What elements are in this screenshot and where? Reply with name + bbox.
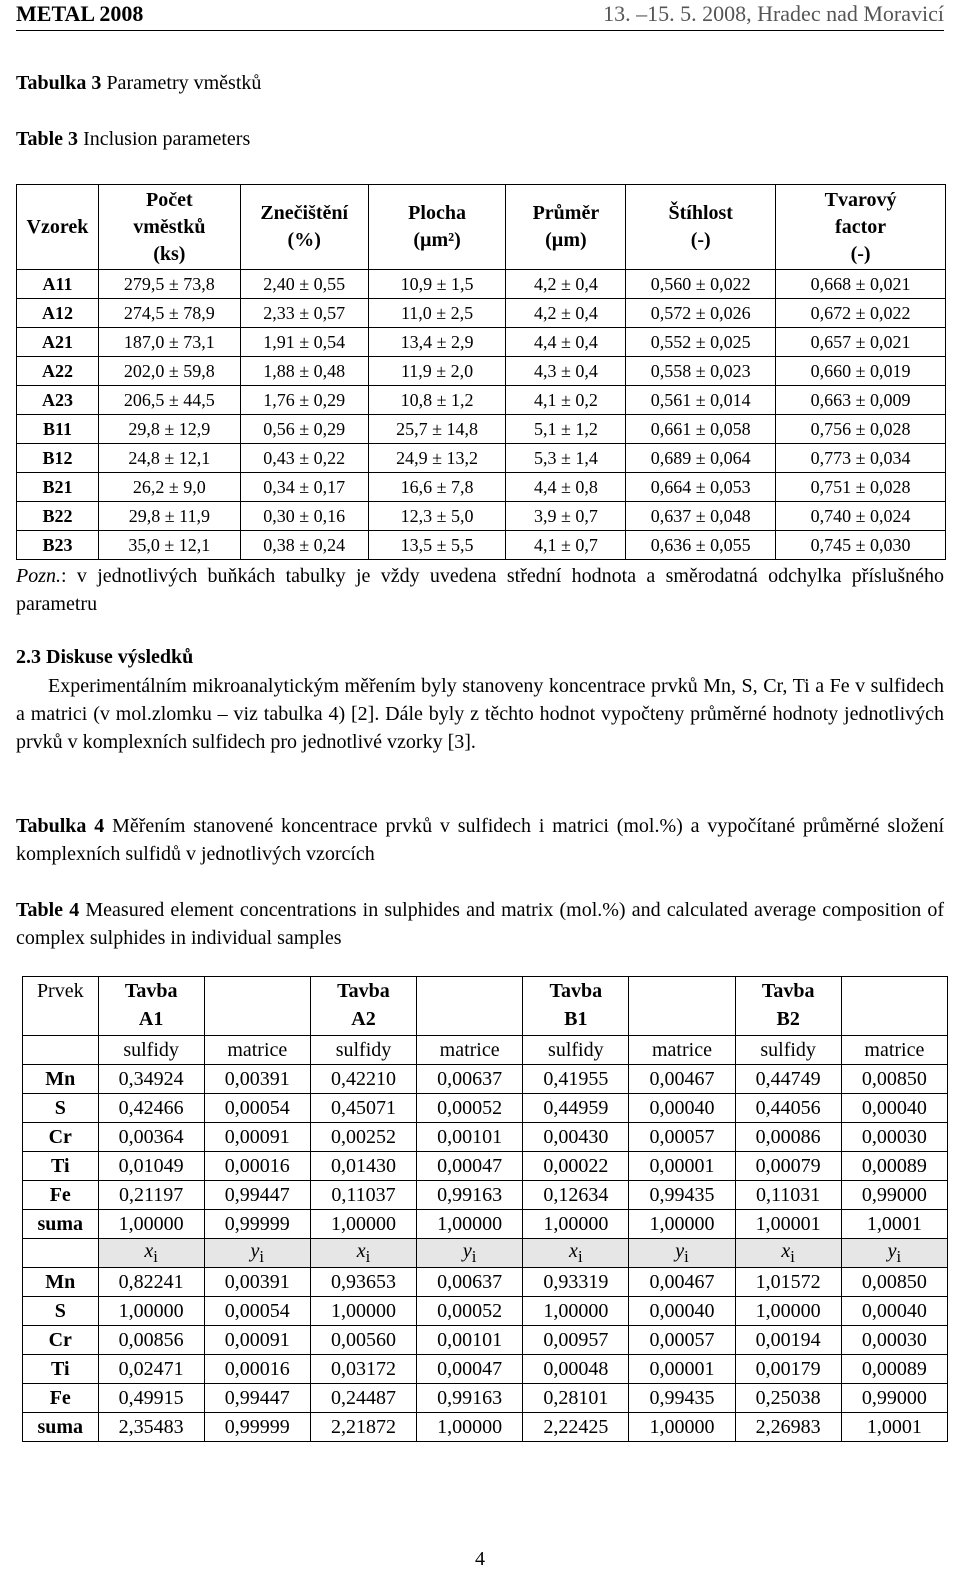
variable-cell [204,1239,310,1268]
element-label: Ti [23,1152,99,1181]
subheader-cell: sulfidy [735,1036,841,1065]
element-label: suma [23,1413,99,1442]
table-cell: 10,9 ± 1,5 [368,270,506,299]
variable-cell [629,1239,735,1268]
table-cell: 0,41955 [523,1065,629,1094]
header-line: factor [835,215,887,238]
table-cell: 4,4 ± 0,8 [506,473,626,502]
table-cell: 1,00000 [735,1297,841,1326]
table-cell: 0,00052 [417,1094,523,1123]
table-cell: 0,93319 [523,1268,629,1297]
table-cell: 0,00091 [204,1123,310,1152]
table-cell: 0,00560 [310,1326,416,1355]
table-cell: 0,99000 [841,1384,947,1413]
variable-subscript: i [471,1246,477,1266]
variable-subscript: i [790,1246,795,1266]
table4-caption-en: Table 4 Measured element concentrations in sulphides and matrix (mol.%) and calculated average composition of complex sulphides in individual samples [16,899,945,949]
table-cell: 0,82241 [98,1268,204,1297]
table-cell: 1,0001 [841,1210,947,1239]
header-line: (%) [287,229,321,251]
header-line: Tavba [549,980,603,1002]
table-cell: 4,3 ± 0,4 [506,357,626,386]
variable-symbol: x [569,1239,578,1262]
table-cell: 0,00047 [417,1152,523,1181]
table-cell: 5,1 ± 1,2 [506,415,626,444]
table-row [17,473,946,502]
table-row [23,1355,948,1384]
table-cell: 0,34 ± 0,17 [240,473,368,502]
table-cell: 0,00057 [629,1123,735,1152]
table-cell: 206,5 ± 44,5 [98,386,240,415]
table-cell: 0,751 ± 0,028 [776,473,946,502]
table-cell: 12,3 ± 5,0 [368,502,506,531]
table-cell: 0,663 ± 0,009 [776,386,946,415]
variable-symbol: y [250,1239,260,1262]
table-cell: 0,24487 [310,1384,416,1413]
table-cell: 0,00091 [204,1326,310,1355]
table-cell: 0,560 ± 0,022 [626,270,776,299]
table-cell: 0,99163 [417,1384,523,1413]
table-cell: 0,00057 [629,1326,735,1355]
table3-caption-cz: Tabulka 3 Parametry vměstků [16,72,262,94]
table-cell: 0,00030 [841,1326,947,1355]
table4-corner-label: Prvek [23,977,99,1036]
melt-header [735,977,841,1036]
table-cell: 0,03172 [310,1355,416,1384]
table-cell: 0,00637 [417,1268,523,1297]
table-cell: 2,21872 [310,1413,416,1442]
variable-cell [523,1239,629,1268]
empty-cell [23,1036,99,1065]
table-row [23,1065,948,1094]
table4-melt-header-row [23,977,948,1036]
table3-inclusion-parameters [16,184,946,560]
table-cell: 1,00000 [417,1413,523,1442]
table-row [23,1268,948,1297]
sample-id: B23 [17,531,99,560]
empty-cell [417,977,523,1036]
header-line: Tavba [124,980,178,1002]
sample-id: A23 [17,386,99,415]
variable-symbol: y [462,1239,472,1262]
table-cell: 0,636 ± 0,055 [626,531,776,560]
table-cell: 0,42466 [98,1094,204,1123]
table-cell: 0,49915 [98,1384,204,1413]
variable-subscript: i [259,1246,265,1266]
table-cell: 1,00000 [310,1297,416,1326]
header-line: A1 [138,1008,164,1030]
table-row [17,270,946,299]
conference-name: METAL 2008 [16,1,144,26]
table-cell: 0,00030 [841,1123,947,1152]
table3-column-header [776,185,946,270]
table3-caption-en: Table 3 Inclusion parameters [16,128,251,150]
table-cell: 29,8 ± 12,9 [98,415,240,444]
table-cell: 0,00179 [735,1355,841,1384]
table-cell: 0,00040 [841,1297,947,1326]
header-line: Počet [146,188,193,211]
table-cell: 2,35483 [98,1413,204,1442]
section-heading: 2.3 Diskuse výsledků [16,646,194,668]
variable-symbol: x [781,1239,791,1262]
element-label: suma [23,1210,99,1239]
table4-element-concentrations [22,976,948,1442]
table-cell: 0,00252 [310,1123,416,1152]
element-label: Mn [23,1268,99,1297]
table-cell: 4,2 ± 0,4 [506,270,626,299]
sample-id: A22 [17,357,99,386]
table-cell: 0,02471 [98,1355,204,1384]
table-cell: 0,00054 [204,1094,310,1123]
header-line: (µm) [545,229,587,251]
variable-subscript: i [896,1246,902,1266]
table-cell: 1,00000 [98,1210,204,1239]
subheader-cell: matrice [417,1036,523,1065]
table-cell: 0,43 ± 0,22 [240,444,368,473]
table-cell: 0,00048 [523,1355,629,1384]
table-cell: 2,26983 [735,1413,841,1442]
table-row [23,1210,948,1239]
variable-cell [841,1239,947,1268]
variable-subscript: i [684,1246,689,1266]
table-cell: 0,99000 [841,1181,947,1210]
table-cell: 0,657 ± 0,021 [776,328,946,357]
table-row [17,444,946,473]
table3-column-header [368,185,506,270]
element-label: Cr [23,1123,99,1152]
table-row [17,502,946,531]
table-cell: 13,5 ± 5,5 [368,531,506,560]
variable-cell [735,1239,841,1268]
table-cell: 0,99435 [629,1384,735,1413]
table-cell: 0,99999 [204,1210,310,1239]
table-cell: 0,00430 [523,1123,629,1152]
table-cell: 0,00016 [204,1355,310,1384]
empty-cell [204,977,310,1036]
table-cell: 0,00467 [629,1268,735,1297]
table-cell: 35,0 ± 12,1 [98,531,240,560]
table-cell: 0,00001 [629,1152,735,1181]
subheader-cell: matrice [204,1036,310,1065]
table-cell: 0,93653 [310,1268,416,1297]
table-cell: 1,76 ± 0,29 [240,386,368,415]
header-line: Tavba [761,980,815,1002]
table-cell: 1,00000 [310,1210,416,1239]
table-cell: 0,740 ± 0,024 [776,502,946,531]
table3-column-header [506,185,626,270]
table3-body [17,270,946,560]
table-cell: 0,99447 [204,1181,310,1210]
table-cell: 5,3 ± 1,4 [506,444,626,473]
table-cell: 0,21197 [98,1181,204,1210]
table-cell: 29,8 ± 11,9 [98,502,240,531]
table-cell: 4,1 ± 0,2 [506,386,626,415]
header-line: A2 [351,1008,376,1030]
subheader-cell: sulfidy [523,1036,629,1065]
table-cell: 0,00052 [417,1297,523,1326]
table3-note: Pozn.: v jednotlivých buňkách tabulky je vždy uvedena střední hodnota a směrodatná odchylka příslušného parametru [16,565,944,615]
table-cell: 0,00016 [204,1152,310,1181]
header-line: (-) [850,242,871,265]
table-cell: 1,00000 [98,1297,204,1326]
header-line: Tvarový [824,188,897,211]
melt-header [523,977,629,1036]
table-cell: 0,00194 [735,1326,841,1355]
table-row [17,357,946,386]
table3-header-row [17,185,946,270]
header-line: (ks) [153,242,186,265]
table-cell: 0,572 ± 0,026 [626,299,776,328]
table-cell: 24,8 ± 12,1 [98,444,240,473]
table-cell: 1,00000 [523,1210,629,1239]
variable-symbol: x [356,1239,366,1262]
table-cell: 0,00391 [204,1065,310,1094]
table4-body [23,977,948,1442]
table-cell: 0,00040 [841,1094,947,1123]
table-cell: 0,689 ± 0,064 [626,444,776,473]
table-cell: 0,561 ± 0,014 [626,386,776,415]
table-cell: 0,38 ± 0,24 [240,531,368,560]
table-cell: 0,00089 [841,1152,947,1181]
table-cell: 0,637 ± 0,048 [626,502,776,531]
table-cell: 0,99999 [204,1413,310,1442]
sample-id: A12 [17,299,99,328]
melt-header [310,977,416,1036]
element-label: S [23,1297,99,1326]
table3-column-header [240,185,368,270]
table4-subheader-row [23,1036,948,1065]
table-cell: 26,2 ± 9,0 [98,473,240,502]
table-cell: 0,00079 [735,1152,841,1181]
table-row [23,1152,948,1181]
sample-id: B12 [17,444,99,473]
table-cell: 0,99435 [629,1181,735,1210]
table-cell: 0,00089 [841,1355,947,1384]
table-cell: 3,9 ± 0,7 [506,502,626,531]
table-cell: 1,91 ± 0,54 [240,328,368,357]
variable-symbol: y [675,1239,685,1262]
table-cell: 0,56 ± 0,29 [240,415,368,444]
conference-date-place: 13. –15. 5. 2008, Hradec nad Moravicí [603,1,944,26]
table-cell: 1,00000 [417,1210,523,1239]
sample-id: B11 [17,415,99,444]
table3-column-header [98,185,240,270]
table-cell: 1,00000 [523,1297,629,1326]
table-row [23,1123,948,1152]
header-line: Plocha [408,202,466,224]
element-label: S [23,1094,99,1123]
table-row [17,531,946,560]
table3-column-header [17,185,99,270]
table-cell: 187,0 ± 73,1 [98,328,240,357]
variable-subscript: i [153,1246,158,1266]
page-number: 4 [475,1548,485,1570]
table-cell: 0,11031 [735,1181,841,1210]
table-cell: 0,00364 [98,1123,204,1152]
table-cell: 2,22425 [523,1413,629,1442]
table-cell: 0,00467 [629,1065,735,1094]
table-cell: 11,9 ± 2,0 [368,357,506,386]
table-cell: 0,44749 [735,1065,841,1094]
table-cell: 279,5 ± 73,8 [98,270,240,299]
table-cell: 0,00637 [417,1065,523,1094]
table4-variables-row [23,1239,948,1268]
table-cell: 0,00391 [204,1268,310,1297]
table-cell: 1,88 ± 0,48 [240,357,368,386]
table-cell: 0,00850 [841,1268,947,1297]
table-cell: 274,5 ± 78,9 [98,299,240,328]
table-cell: 0,00101 [417,1123,523,1152]
table-cell: 0,42210 [310,1065,416,1094]
melt-header [98,977,204,1036]
subheader-cell: matrice [629,1036,735,1065]
sample-id: A11 [17,270,99,299]
variable-cell [98,1239,204,1268]
table-cell: 0,773 ± 0,034 [776,444,946,473]
element-label: Ti [23,1355,99,1384]
table-cell: 0,668 ± 0,021 [776,270,946,299]
subheader-cell: sulfidy [310,1036,416,1065]
table-row [17,415,946,444]
table-cell: 0,660 ± 0,019 [776,357,946,386]
section-paragraph: Experimentálním mikroanalytickým měřením byly stanoveny koncentrace prvků Mn, S, Cr, Ti a Fe v sulfidech a matrici (v mol.zlomku – viz tabulka 4) [2]. Dále byly z těchto hodnot vypočteny průměrné hodnoty jednotlivých prvků v komplexních sulfidech pro jednotlivé vzorky [3]. [16,675,944,753]
table-cell: 0,25038 [735,1384,841,1413]
table-cell: 0,12634 [523,1181,629,1210]
table-cell: 1,01572 [735,1268,841,1297]
header-line: Průměr [532,202,600,224]
empty-cell [23,1239,99,1268]
header-line: (-) [690,229,711,251]
table-cell: 10,8 ± 1,2 [368,386,506,415]
table-cell: 1,00000 [629,1210,735,1239]
header-line: B1 [564,1008,588,1030]
table-cell: 0,00957 [523,1326,629,1355]
header-line: Vzorek [26,215,89,238]
variable-cell [417,1239,523,1268]
table-cell: 0,756 ± 0,028 [776,415,946,444]
header-line: vměstků [133,215,206,238]
table-cell: 0,00001 [629,1355,735,1384]
subheader-cell: sulfidy [98,1036,204,1065]
table-row [17,299,946,328]
header-line: Štíhlost [668,202,733,224]
element-label: Mn [23,1065,99,1094]
table-cell: 0,30 ± 0,16 [240,502,368,531]
table-row [17,386,946,415]
table-cell: 4,2 ± 0,4 [506,299,626,328]
table-cell: 25,7 ± 14,8 [368,415,506,444]
element-label: Fe [23,1384,99,1413]
table-cell: 0,28101 [523,1384,629,1413]
table-row [23,1326,948,1355]
variable-symbol: x [144,1239,154,1262]
table-cell: 0,745 ± 0,030 [776,531,946,560]
table-cell: 1,0001 [841,1413,947,1442]
table-cell: 0,00856 [98,1326,204,1355]
table-row [23,1094,948,1123]
header-line: (µm²) [413,229,461,251]
table-row [23,1181,948,1210]
table-row [23,1297,948,1326]
table-cell: 0,99163 [417,1181,523,1210]
variable-cell [310,1239,416,1268]
table-cell: 2,33 ± 0,57 [240,299,368,328]
table-cell: 11,0 ± 2,5 [368,299,506,328]
table-cell: 0,00054 [204,1297,310,1326]
table-cell: 0,44056 [735,1094,841,1123]
table-row [23,1384,948,1413]
sample-id: B22 [17,502,99,531]
table-cell: 0,558 ± 0,023 [626,357,776,386]
table-cell: 0,661 ± 0,058 [626,415,776,444]
header-line: Tavba [337,980,390,1002]
table-cell: 0,01430 [310,1152,416,1181]
empty-cell [629,977,735,1036]
running-header [16,0,944,31]
table-cell: 1,00000 [629,1413,735,1442]
variable-symbol: y [887,1239,897,1262]
table-cell: 0,00047 [417,1355,523,1384]
element-label: Cr [23,1326,99,1355]
table-cell: 0,00086 [735,1123,841,1152]
variable-subscript: i [577,1246,583,1266]
header-line: B2 [776,1008,800,1030]
table3-column-header [626,185,776,270]
table-cell: 13,4 ± 2,9 [368,328,506,357]
element-label: Fe [23,1181,99,1210]
table4-caption-cz: Tabulka 4 Měřením stanovené koncentrace prvků v sulfidech i matrici (mol.%) a vypočítané průměrné složení komplexních sulfidů v jednotlivých vzorcích [16,815,945,865]
table-cell: 0,00850 [841,1065,947,1094]
sample-id: A21 [17,328,99,357]
table-cell: 24,9 ± 13,2 [368,444,506,473]
empty-cell [841,977,947,1036]
table-cell: 0,01049 [98,1152,204,1181]
table-cell: 0,45071 [310,1094,416,1123]
table-cell: 0,44959 [523,1094,629,1123]
table-cell: 0,00040 [629,1094,735,1123]
table-cell: 16,6 ± 7,8 [368,473,506,502]
table-cell: 2,40 ± 0,55 [240,270,368,299]
table-cell: 0,00022 [523,1152,629,1181]
table-cell: 0,664 ± 0,053 [626,473,776,502]
table-cell: 0,00040 [629,1297,735,1326]
table-cell: 0,672 ± 0,022 [776,299,946,328]
table-cell: 1,00001 [735,1210,841,1239]
table-row [17,328,946,357]
variable-subscript: i [365,1246,371,1266]
table-row [23,1413,948,1442]
table-cell: 202,0 ± 59,8 [98,357,240,386]
table-cell: 0,11037 [310,1181,416,1210]
subheader-cell: matrice [841,1036,947,1065]
table-cell: 4,4 ± 0,4 [506,328,626,357]
table-cell: 0,99447 [204,1384,310,1413]
table-cell: 0,00101 [417,1326,523,1355]
header-line: Znečištění [260,202,349,224]
table-cell: 0,34924 [98,1065,204,1094]
table-cell: 0,552 ± 0,025 [626,328,776,357]
table-cell: 4,1 ± 0,7 [506,531,626,560]
sample-id: B21 [17,473,99,502]
